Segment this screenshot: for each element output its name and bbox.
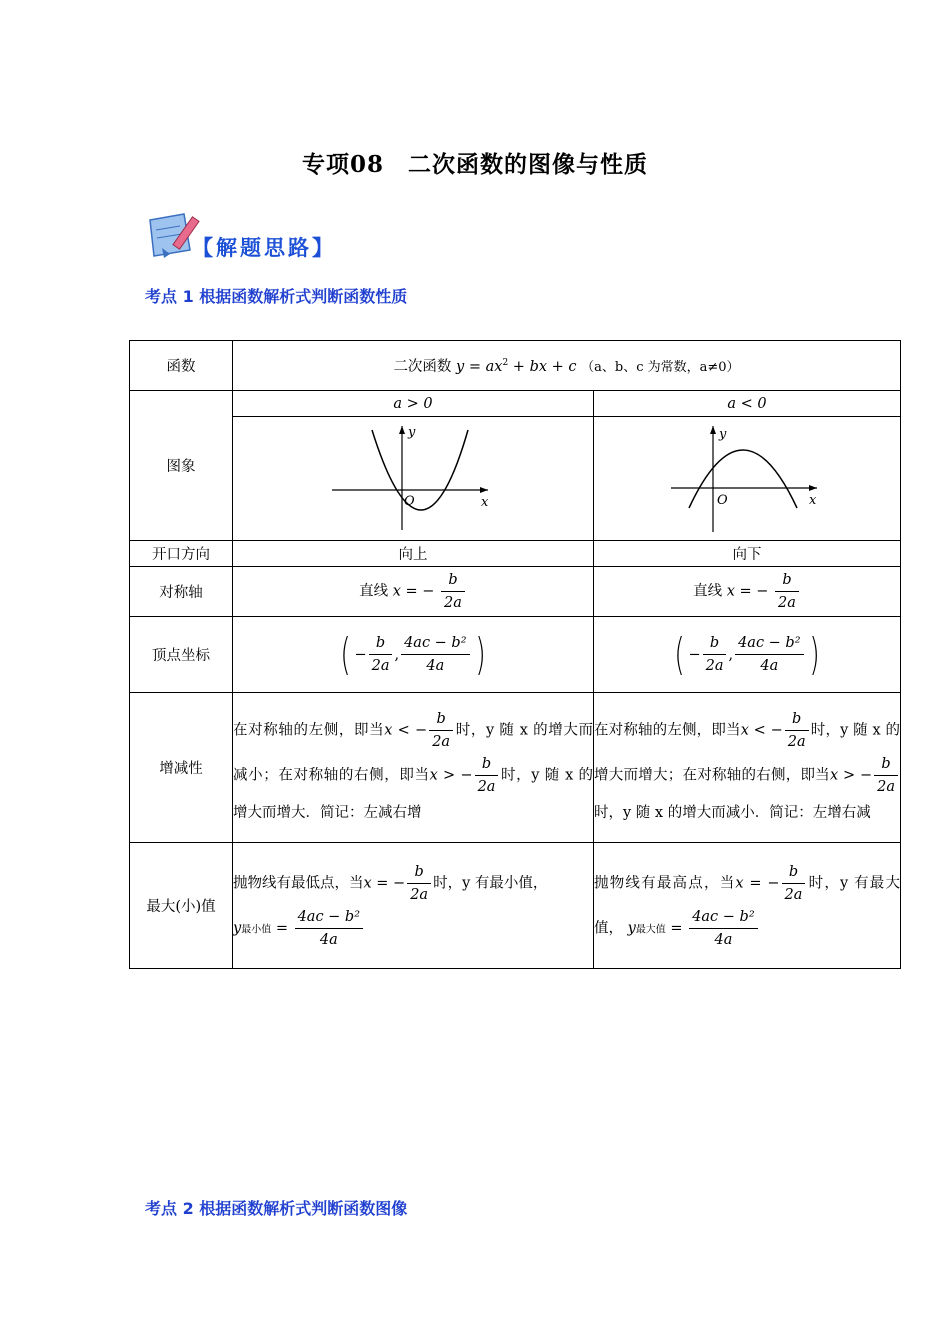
axis-y-label: y [408, 424, 416, 440]
frac-num: b [785, 708, 809, 731]
text: 时，y 随 x 的增大而减小．简记：左增右减 [594, 804, 871, 821]
fraction [874, 753, 898, 798]
fraction [295, 906, 363, 951]
axis-var: x [726, 583, 735, 600]
frac-den: 2a [705, 658, 724, 674]
frac-num: 4ac − b² [401, 632, 469, 655]
axis-prefix: 直线 [693, 583, 723, 600]
condition: x > − [829, 767, 873, 783]
condition: x < − [740, 722, 783, 738]
downward-parabola-graph [667, 420, 827, 534]
row-label: 增减性 [130, 693, 233, 843]
fraction [429, 708, 453, 753]
formula-ax: ax [485, 359, 503, 375]
formula-y: y [456, 359, 465, 375]
formula-c: c [568, 359, 577, 375]
frac-num: b [369, 632, 393, 655]
frac-den: 4a [760, 658, 779, 674]
section-heading-1: 考点 1 根据函数解析式判断函数性质 [145, 287, 408, 306]
text: 在对称轴的左侧，即当 [233, 722, 385, 738]
frac-den: 2a [784, 886, 803, 903]
table-row [130, 541, 901, 567]
fraction [407, 861, 431, 906]
opening-upward: 向上 [233, 541, 594, 567]
axis-var: x [392, 583, 401, 600]
fraction [369, 632, 393, 677]
opening-downward: 向下 [594, 541, 901, 567]
y-subscript: 最大值 [635, 924, 666, 935]
axis-x-label: x [809, 492, 817, 508]
banner-label: 【解题思路】 [192, 236, 336, 260]
right-paren: ) [474, 628, 486, 680]
frac-num: b [703, 632, 727, 655]
left-paren: ( [674, 628, 686, 680]
col-header-negative: a < 0 [594, 391, 901, 417]
page-title: 专项08 二次函数的图像与性质 [301, 151, 648, 178]
frac-den: 2a [410, 886, 429, 903]
y-var: y [627, 920, 636, 936]
graph-cell-upward [233, 417, 594, 541]
comma: , [394, 646, 400, 663]
right-paren: ) [808, 628, 820, 680]
frac-num: 4ac − b² [735, 632, 803, 655]
text: 在对称轴的左侧，即当 [594, 722, 741, 738]
axis-x-label: x [481, 494, 489, 510]
function-cell [233, 341, 901, 391]
formula-plus1: + [512, 359, 525, 375]
row-label: 最大(小)值 [130, 843, 233, 969]
fraction [785, 708, 809, 753]
extreme-cell-left [233, 843, 594, 969]
function-note: （a、b、c 为常数，a≠0） [581, 360, 740, 375]
eq: = [275, 920, 288, 936]
frac-den: 2a [877, 778, 895, 795]
frac-num: b [407, 861, 431, 884]
formula-exp: 2 [502, 358, 509, 369]
section-heading-2: 考点 2 根据函数解析式判断函数图像 [145, 1199, 408, 1218]
vertex-cell-left [233, 617, 594, 693]
table-row [130, 843, 901, 969]
fraction [703, 632, 727, 677]
text: 抛物线有最高点，当 [594, 875, 736, 891]
table-row [130, 567, 901, 617]
upward-parabola-graph [328, 420, 498, 534]
frac-den: 4a [426, 658, 445, 674]
row-label: 对称轴 [130, 567, 233, 617]
table-row [130, 617, 901, 693]
left-paren: ( [340, 628, 352, 680]
comma: , [728, 646, 734, 663]
fraction [689, 906, 757, 951]
condition: x = − [363, 875, 406, 891]
text: 时，y 有最大值， [594, 875, 900, 936]
frac-num: b [441, 569, 465, 592]
text: 抛物线有最低点，当 [233, 875, 364, 891]
frac-num: 4ac − b² [295, 906, 363, 929]
monotonic-cell-right [594, 693, 901, 843]
origin-label: O [717, 492, 728, 508]
solution-ideas-banner [144, 210, 344, 266]
text: 时，y 随 x 的增大而增大．简记：左减右增 [233, 767, 593, 821]
y-var: y [233, 920, 242, 936]
neg-sign: − [688, 646, 701, 663]
frac-den: 2a [778, 595, 796, 611]
frac-den: 2a [787, 733, 806, 750]
fraction [475, 753, 499, 798]
monotonic-cell-left [233, 693, 594, 843]
formula-eq: = [468, 359, 482, 375]
fraction [735, 632, 803, 677]
axis-cell-right [594, 567, 901, 617]
row-label: 函数 [130, 341, 233, 391]
frac-den: 2a [371, 658, 390, 674]
text: 时，y 随 x 的增大而增大；在对称轴的右侧，即当 [594, 722, 901, 783]
frac-num: b [782, 861, 806, 884]
graph-cell-downward [594, 417, 901, 541]
condition: x = − [735, 875, 780, 891]
table-row [130, 391, 901, 417]
frac-den: 4a [714, 931, 733, 948]
axis-eq: = − [405, 583, 435, 600]
function-prefix: 二次函数 [393, 359, 452, 375]
neg-sign: − [354, 646, 367, 663]
fraction [441, 569, 465, 614]
frac-den: 2a [432, 733, 451, 750]
table-row [130, 341, 901, 391]
frac-num: b [874, 753, 898, 776]
y-subscript: 最小值 [241, 924, 272, 935]
frac-num: b [475, 753, 499, 776]
extreme-cell-right [594, 843, 901, 969]
axis-cell-left [233, 567, 594, 617]
col-header-positive: a > 0 [233, 391, 594, 417]
frac-den: 2a [477, 778, 496, 795]
axis-eq: = − [739, 583, 769, 600]
axis-y-label: y [719, 426, 727, 442]
eq: = [670, 920, 683, 936]
frac-den: 2a [444, 595, 462, 611]
frac-num: 4ac − b² [689, 906, 757, 929]
frac-den: 4a [319, 931, 338, 948]
fraction [782, 861, 806, 906]
table-row [130, 693, 901, 843]
formula-bx: bx [529, 359, 548, 375]
vertex-cell-right [594, 617, 901, 693]
fraction [775, 569, 799, 614]
text: 时，y 随 x 的增大而减小；在对称轴的右侧，即当 [233, 722, 594, 783]
condition: x > − [429, 767, 473, 783]
frac-num: b [775, 569, 799, 592]
text: 时，y 有最小值， [433, 875, 548, 891]
row-label: 图象 [130, 391, 233, 541]
frac-num: b [429, 708, 453, 731]
axis-prefix: 直线 [359, 583, 389, 600]
quadratic-properties-table [129, 340, 901, 969]
formula-plus2: + [551, 359, 564, 375]
condition: x < − [384, 722, 428, 738]
row-label: 顶点坐标 [130, 617, 233, 693]
row-label: 开口方向 [130, 541, 233, 567]
fraction [401, 632, 469, 677]
table-row [130, 417, 901, 541]
origin-label: O [404, 493, 415, 509]
